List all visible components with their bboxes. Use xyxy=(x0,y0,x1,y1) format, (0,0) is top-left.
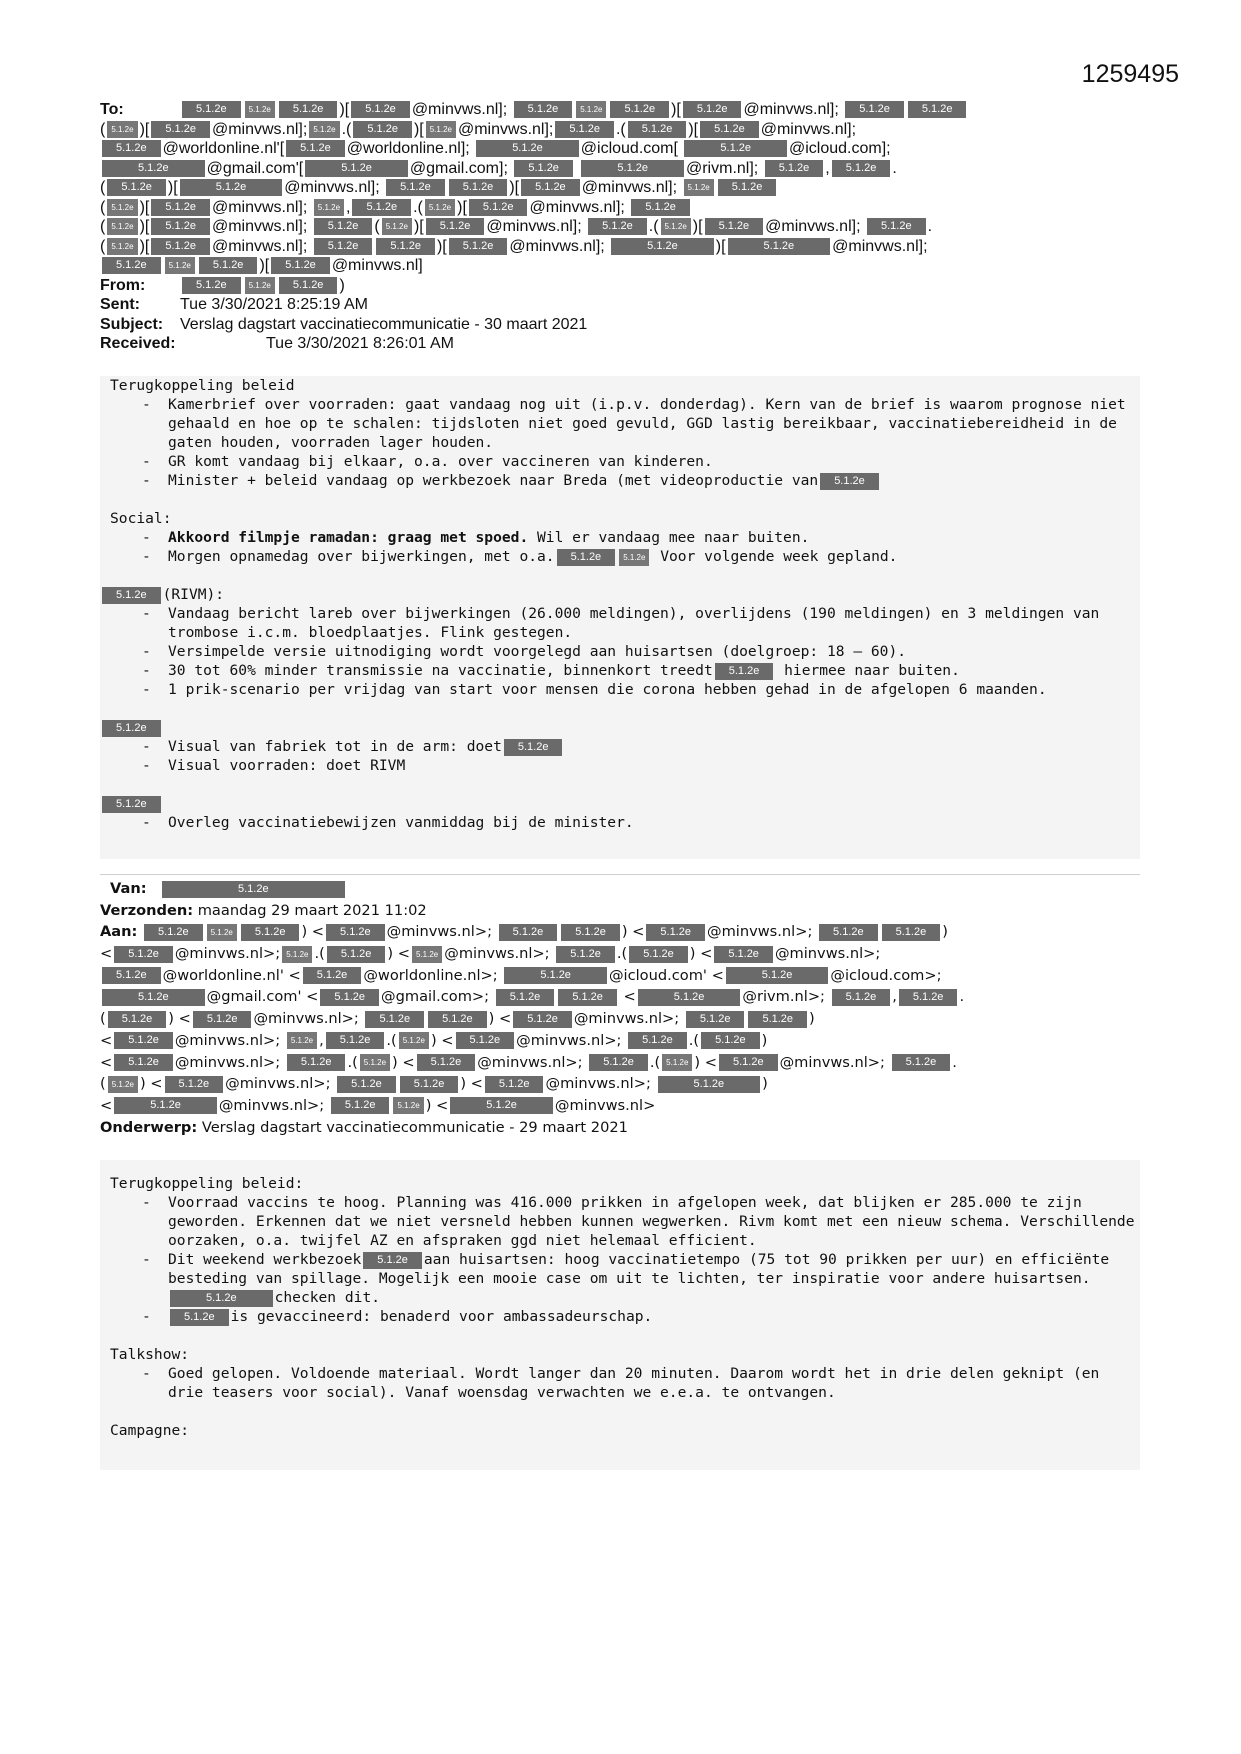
section-title xyxy=(100,585,1140,604)
redaction: 5.1.2e xyxy=(327,946,386,963)
redaction: 5.1.2e xyxy=(314,199,344,216)
section-title: Talkshow: xyxy=(110,1346,190,1363)
redaction: 5.1.2e xyxy=(701,1032,760,1049)
email-domain: @minvws.nl]; xyxy=(284,179,380,196)
redaction: 5.1.2e xyxy=(417,1054,476,1071)
list-item: - Vandaag bericht lareb over bijwerkingen (26.000 meldingen), overlijdens (190 meldingen) en 3 meldingen van trombose i.c.m. bloedplaatjes. Flink gestegen. xyxy=(140,604,1140,642)
redaction: 5.1.2e xyxy=(661,218,691,235)
to-line: ( 5.1.2e )[ 5.1.2e @minvws.nl]; 5.1.2e ( 5.1.2e )[ 5.1.2e @minvws.nl]; 5.1.2e .( 5.1.2e )[ 5.1.2e @minvws.nl]; 5.1.2e . xyxy=(100,218,933,235)
redaction: 5.1.2e xyxy=(271,257,330,274)
email-domain: @minvws.nl]; xyxy=(211,218,308,235)
redaction: 5.1.2e xyxy=(314,218,373,235)
list-item xyxy=(140,547,1140,566)
redaction: 5.1.2e xyxy=(151,121,210,138)
email-domain: @gmail.com'[ xyxy=(206,159,304,177)
redaction: 5.1.2e xyxy=(386,179,445,196)
redaction: 5.1.2e xyxy=(819,924,878,941)
section-title: Terugkoppeling beleid xyxy=(110,377,295,394)
to-line: ( 5.1.2e )[ 5.1.2e @minvws.nl]; 5.1.2e .( 5.1.2e )[ 5.1.2e @minvws.nl]; 5.1.2e .( 5.1.2e )[ 5.1.2e @minvws.nl]; xyxy=(100,120,857,138)
redaction: 5.1.2e xyxy=(207,924,237,941)
to-line: ( 5.1.2e )[ 5.1.2e @minvws.nl]; 5.1.2e 5.1.2e )[ 5.1.2e @minvws.nl]; 5.1.2e 5.1.2e xyxy=(100,178,1100,198)
redaction: 5.1.2e xyxy=(521,179,580,196)
redaction: 5.1.2e xyxy=(513,1011,572,1028)
received-label: Received: xyxy=(100,335,176,352)
list-item-text: Wil er vandaag mee naar buiten. xyxy=(528,529,810,546)
redaction: 5.1.2e xyxy=(504,967,607,984)
sent-line xyxy=(100,295,1100,315)
redaction: 5.1.2e xyxy=(102,160,205,177)
email-domain: @minvws.nl]; xyxy=(411,101,508,118)
redaction: 5.1.2e xyxy=(908,101,967,118)
email-domain: @minvws.nl]; xyxy=(581,179,678,196)
redaction: 5.1.2e xyxy=(165,1076,224,1093)
list-item-text: checken dit. xyxy=(274,1289,381,1306)
redaction: 5.1.2e xyxy=(107,199,137,216)
list-item: - Versimpelde versie uitnodiging wordt voorgelegd aan huisartsen (doelgroep: 18 – 60). xyxy=(140,642,1140,661)
bullet-list xyxy=(100,1364,1140,1402)
redaction: 5.1.2e xyxy=(193,1011,252,1028)
redaction: 5.1.2e xyxy=(514,160,573,177)
aan-label: Aan: xyxy=(100,923,138,941)
bullet-list xyxy=(100,604,1140,699)
redaction: 5.1.2e xyxy=(241,924,300,941)
redaction: 5.1.2e xyxy=(485,1076,544,1093)
redaction: 5.1.2e xyxy=(114,1097,217,1114)
verzonden-value: maandag 29 maart 2021 11:02 xyxy=(197,901,427,919)
redaction: 5.1.2e xyxy=(557,549,616,566)
list-item xyxy=(140,661,1140,680)
redaction: 5.1.2e xyxy=(425,199,455,216)
redaction: 5.1.2e xyxy=(363,1252,422,1269)
list-item-text: is gevaccineerd: benaderd voor ambassadeurschap. xyxy=(230,1308,653,1325)
redaction: 5.1.2e xyxy=(892,1054,951,1071)
redaction: 5.1.2e xyxy=(832,160,891,177)
redaction: 5.1.2e xyxy=(102,587,161,604)
list-item xyxy=(140,737,1140,756)
onderwerp-label: Onderwerp: xyxy=(100,1118,198,1136)
to-line: ( 5.1.2e )[ 5.1.2e @minvws.nl]; 5.1.2e , 5.1.2e .( 5.1.2e )[ 5.1.2e @minvws.nl]; 5.1.2e xyxy=(100,198,1100,218)
email-domain: @icloud.com[ xyxy=(580,140,678,157)
redaction: 5.1.2e xyxy=(426,218,485,235)
to-line: To: 5.1.2e 5.1.2e 5.1.2e )[ 5.1.2e @minvws.nl]; 5.1.2e 5.1.2e 5.1.2e )[ 5.1.2e @minvws.nl]; 5.1.2e 5.1.2e xyxy=(100,100,1100,120)
redaction: 5.1.2e xyxy=(684,179,714,196)
redaction: 5.1.2e xyxy=(728,238,831,255)
section-title xyxy=(100,794,1140,813)
redaction: 5.1.2e xyxy=(561,924,620,941)
list-item: - Overleg vaccinatiebewijzen vanmiddag bij de minister. xyxy=(140,813,1140,832)
redaction: 5.1.2e xyxy=(588,218,647,235)
redaction: 5.1.2e xyxy=(399,1032,429,1049)
redaction: 5.1.2e xyxy=(114,1032,173,1049)
list-item: - 1 prik-scenario per vrijdag van start voor mensen die corona hebben gehad in de afgelopen 6 maanden. xyxy=(140,680,1140,699)
email-domain: @icloud.com>; xyxy=(830,966,942,984)
redaction: 5.1.2e xyxy=(102,140,161,157)
email-domain: @minvws.nl>; xyxy=(706,923,813,941)
email-domain: @gmail.com]; xyxy=(409,159,508,177)
redaction: 5.1.2e xyxy=(628,1032,687,1049)
aan-line: < 5.1.2e @minvws.nl>; 5.1.2e .( 5.1.2e ) < 5.1.2e @minvws.nl>; 5.1.2e .( 5.1.2e ) < 5.1.2e @minvws.nl>; xyxy=(100,945,881,963)
redaction: 5.1.2e xyxy=(305,160,408,177)
email-domain: @worldonline.nl' < xyxy=(162,966,301,984)
redaction: 5.1.2e xyxy=(845,101,904,118)
redaction: 5.1.2e xyxy=(151,199,210,216)
redaction: 5.1.2e xyxy=(748,1011,807,1028)
bullet-list xyxy=(100,395,1140,490)
redaction: 5.1.2e xyxy=(556,946,615,963)
to-line: ( 5.1.2e )[ 5.1.2e @minvws.nl]; 5.1.2e 5.1.2e )[ 5.1.2e @minvws.nl]; 5.1.2e )[ 5.1.2e @minvws.nl]; xyxy=(100,237,928,255)
email-domain: @worldonline.nl>; xyxy=(363,966,498,984)
redaction: 5.1.2e xyxy=(683,101,742,118)
redaction: 5.1.2e xyxy=(180,179,283,196)
redaction: 5.1.2e xyxy=(144,924,203,941)
redaction: 5.1.2e xyxy=(287,1054,346,1071)
section-title-text: (RIVM): xyxy=(162,586,225,603)
redaction: 5.1.2e xyxy=(107,121,137,138)
redaction: 5.1.2e xyxy=(102,720,161,737)
redaction: 5.1.2e xyxy=(662,1054,692,1071)
redaction: 5.1.2e xyxy=(245,277,275,294)
received-value: Tue 3/30/2021 8:26:01 AM xyxy=(266,335,454,352)
bullet-list xyxy=(100,737,1140,775)
email-domain: @gmail.com>; xyxy=(381,988,490,1006)
redaction: 5.1.2e xyxy=(700,121,759,138)
list-item xyxy=(140,528,1140,547)
subject-line xyxy=(100,315,1100,335)
list-item: - Goed gelopen. Voldoende materiaal. Wordt langer dan 20 minuten. Daarom wordt het in drie delen geknipt (en drie teasers voor social). Vanaf woensdag verwachten we e.e.a. te ontvangen. xyxy=(140,1364,1140,1402)
redaction: 5.1.2e xyxy=(102,989,205,1006)
redaction: 5.1.2e xyxy=(331,1097,390,1114)
bold-text: Akkoord filmpje ramadan: graag met spoed. xyxy=(168,529,529,546)
redaction: 5.1.2e xyxy=(170,1309,229,1326)
aan-line xyxy=(100,965,1100,987)
redaction: 5.1.2e xyxy=(610,101,669,118)
redaction: 5.1.2e xyxy=(450,1097,553,1114)
email-domain: @minvws.nl]; xyxy=(457,120,554,138)
redaction: 5.1.2e xyxy=(400,1076,459,1093)
redaction: 5.1.2e xyxy=(170,1290,273,1307)
redaction: 5.1.2e xyxy=(337,1076,396,1093)
email-domain: @minvws.nl>; xyxy=(174,945,281,963)
redaction: 5.1.2e xyxy=(279,101,338,118)
redaction: 5.1.2e xyxy=(765,160,824,177)
redaction: 5.1.2e xyxy=(715,663,774,680)
redaction: 5.1.2e xyxy=(309,121,339,138)
email-domain: @icloud.com]; xyxy=(789,140,891,157)
aan-line: < 5.1.2e @minvws.nl>; 5.1.2e .( 5.1.2e ) < 5.1.2e @minvws.nl>; 5.1.2e .( 5.1.2e ) < 5.1.2e @minvws.nl>; 5.1.2e . xyxy=(100,1053,957,1071)
aan-line: 5.1.2e @gmail.com' < 5.1.2e @gmail.com>; 5.1.2e 5.1.2e < 5.1.2e @rivm.nl>; 5.1.2e , 5.1.2e . xyxy=(100,986,1100,1008)
email-domain: @minvws.nl>; xyxy=(774,945,881,963)
email-domain: @minvws.nl]; xyxy=(529,198,625,216)
email-domain: @minvws.nl]; xyxy=(832,237,928,255)
email-body xyxy=(100,376,1140,859)
list-item-text: Minister + beleid vandaag op werkbezoek naar Breda (met videoproductie van xyxy=(168,472,819,489)
redaction: 5.1.2e xyxy=(726,967,829,984)
redaction: 5.1.2e xyxy=(182,277,241,294)
redaction: 5.1.2e xyxy=(718,179,777,196)
aan-line: < 5.1.2e @minvws.nl>; 5.1.2e 5.1.2e ) < 5.1.2e @minvws.nl> xyxy=(100,1096,656,1114)
redaction: 5.1.2e xyxy=(282,946,312,963)
redaction: 5.1.2e xyxy=(353,121,412,138)
redaction: 5.1.2e xyxy=(165,257,195,274)
email-domain: @minvws.nl> xyxy=(554,1096,656,1114)
section-title: Terugkoppeling beleid: xyxy=(110,1175,304,1192)
from-label: From: xyxy=(100,276,146,294)
redaction: 5.1.2e xyxy=(326,924,385,941)
list-item xyxy=(140,471,1140,490)
redaction: 5.1.2e xyxy=(102,796,161,813)
email-domain: @minvws.nl]; xyxy=(760,120,857,138)
list-item-text: aan huisartsen: hoog vaccinatietempo (75 tot 90 prikken per uur) en efficiënte besteding van spillage. Mogelijk een mooie case om uit te lichten, ter inspiratie voor andere huisartsen. xyxy=(168,1251,1110,1287)
redaction: 5.1.2e xyxy=(638,989,741,1006)
email-domain: @gmail.com' < xyxy=(206,988,319,1006)
redaction: 5.1.2e xyxy=(469,199,528,216)
list-item: - Kamerbrief over voorraden: gaat vandaag nog uit (i.p.v. donderdag). Kern van de brief is waarom prognose niet gehaald en hoe op te schalen: tijdsloten niet goed gevuld, GGD lastig bereikbaar, vaccinatiebereidheid in de gaten houden, voorraden lager houden. xyxy=(140,395,1140,452)
redaction: 5.1.2e xyxy=(412,946,442,963)
list-item-text: Dit weekend werkbezoek xyxy=(168,1251,362,1268)
email-domain: @minvws.nl>; xyxy=(225,1075,331,1093)
redaction: 5.1.2e xyxy=(326,1032,385,1049)
email-domain: @rivm.nl>; xyxy=(742,988,825,1006)
email-domain: @minvws.nl>; xyxy=(444,945,550,963)
document-number: 1259495 xyxy=(1081,60,1179,88)
email-domain: @worldonline.nl]; xyxy=(346,140,470,157)
redaction: 5.1.2e xyxy=(199,257,258,274)
redaction: 5.1.2e xyxy=(151,218,210,235)
van-label: Van: xyxy=(110,880,147,897)
from-line: From: 5.1.2e 5.1.2e 5.1.2e ) xyxy=(100,276,345,294)
email-domain: @minvws.nl>; xyxy=(573,1010,680,1028)
redaction: 5.1.2e xyxy=(832,989,891,1006)
van-line xyxy=(100,878,1100,900)
email-domain: @minvws.nl]; xyxy=(211,198,308,216)
sent-label: Sent: xyxy=(100,296,140,313)
aan-line: < 5.1.2e @minvws.nl>; 5.1.2e , 5.1.2e .( 5.1.2e ) < 5.1.2e @minvws.nl>; 5.1.2e .( 5.1.2e ) xyxy=(100,1031,768,1049)
onderwerp-line xyxy=(100,1117,1100,1139)
redaction: 5.1.2e xyxy=(684,140,787,157)
email-domain: @minvws.nl]; xyxy=(211,120,308,138)
redaction: 5.1.2e xyxy=(393,1097,423,1114)
redaction: 5.1.2e xyxy=(558,989,617,1006)
verzonden-line xyxy=(100,900,1100,922)
sent-value: Tue 3/30/2021 8:25:19 AM xyxy=(180,296,368,313)
email-domain: @icloud.com' < xyxy=(608,966,724,984)
redaction: 5.1.2e xyxy=(714,946,773,963)
redaction: 5.1.2e xyxy=(279,277,338,294)
forwarded-body xyxy=(100,1160,1140,1470)
email-domain: @minvws.nl>; xyxy=(386,923,492,941)
redaction: 5.1.2e xyxy=(611,238,714,255)
bullet-list xyxy=(100,528,1140,566)
redaction: 5.1.2e xyxy=(107,179,166,196)
forwarded-header xyxy=(100,878,1100,1138)
to-label: To: xyxy=(100,101,124,118)
redaction: 5.1.2e xyxy=(820,473,879,490)
redaction: 5.1.2e xyxy=(365,1011,424,1028)
redaction: 5.1.2e xyxy=(382,218,412,235)
list-item-text: Visual van fabriek tot in de arm: doet xyxy=(168,738,502,755)
redaction: 5.1.2e xyxy=(102,967,161,984)
aan-line: Aan: 5.1.2e 5.1.2e 5.1.2e ) < 5.1.2e @minvws.nl>; 5.1.2e 5.1.2e ) < 5.1.2e @minvws.nl>; 5.1.2e 5.1.2e ) xyxy=(100,921,1100,943)
list-item-text: Voor volgende week gepland. xyxy=(651,548,898,565)
redaction: 5.1.2e xyxy=(162,881,345,898)
redaction: 5.1.2e xyxy=(376,238,435,255)
to-line: 5.1.2e @gmail.com'[ 5.1.2e @gmail.com]; 5.1.2e 5.1.2e @rivm.nl]; 5.1.2e , 5.1.2e . xyxy=(100,159,1100,179)
redaction: 5.1.2e xyxy=(287,1032,317,1049)
email-header xyxy=(100,100,1100,354)
redaction: 5.1.2e xyxy=(499,924,558,941)
redaction: 5.1.2e xyxy=(504,739,563,756)
redaction: 5.1.2e xyxy=(514,101,573,118)
bullet-list xyxy=(100,813,1140,832)
redaction: 5.1.2e xyxy=(151,238,210,255)
verzonden-label: Verzonden: xyxy=(100,901,194,919)
redaction: 5.1.2e xyxy=(303,967,362,984)
redaction: 5.1.2e xyxy=(882,924,941,941)
redaction: 5.1.2e xyxy=(107,238,137,255)
email-domain: @minvws.nl]; xyxy=(765,218,861,235)
redaction: 5.1.2e xyxy=(705,218,764,235)
redaction: 5.1.2e xyxy=(108,1076,138,1093)
email-domain: @minvws.nl>; xyxy=(516,1031,622,1049)
redaction: 5.1.2e xyxy=(589,1054,648,1071)
list-item xyxy=(140,1307,1140,1326)
bullet-list xyxy=(100,1193,1140,1326)
redaction: 5.1.2e xyxy=(107,218,137,235)
email-domain: @minvws.nl>; xyxy=(218,1096,325,1114)
email-domain: @minvws.nl>; xyxy=(174,1053,281,1071)
redaction: 5.1.2e xyxy=(581,160,684,177)
subject-value: Verslag dagstart vaccinatiecommunicatie - 30 maart 2021 xyxy=(180,315,588,333)
redaction: 5.1.2e xyxy=(108,1011,167,1028)
redaction: 5.1.2e xyxy=(658,1076,761,1093)
email-domain: @minvws.nl] xyxy=(331,257,423,274)
redaction: 5.1.2e xyxy=(476,140,579,157)
list-item: - GR komt vandaag bij elkaar, o.a. over vaccineren van kinderen. xyxy=(140,452,1140,471)
redaction: 5.1.2e xyxy=(449,238,508,255)
list-item xyxy=(140,1250,1140,1307)
redaction: 5.1.2e xyxy=(719,1054,778,1071)
email-domain: @minvws.nl>; xyxy=(253,1010,359,1028)
onderwerp-value: Verslag dagstart vaccinatiecommunicatie - 29 maart 2021 xyxy=(201,1118,628,1136)
email-domain: @worldonline.nl'[ xyxy=(162,140,285,157)
redaction: 5.1.2e xyxy=(286,140,345,157)
redaction: 5.1.2e xyxy=(351,101,410,118)
redaction: 5.1.2e xyxy=(619,549,649,566)
redaction: 5.1.2e xyxy=(245,101,275,118)
redaction: 5.1.2e xyxy=(314,238,373,255)
redaction: 5.1.2e xyxy=(182,101,241,118)
list-item-text: Morgen opnamedag over bijwerkingen, met o.a. xyxy=(168,548,555,565)
redaction: 5.1.2e xyxy=(102,257,161,274)
list-item-text: 30 tot 60% minder transmissie na vaccinatie, binnenkort treedt xyxy=(168,662,713,679)
redaction: 5.1.2e xyxy=(686,1011,745,1028)
email-domain: @minvws.nl>; xyxy=(779,1053,885,1071)
email-domain: @rivm.nl]; xyxy=(685,159,759,177)
to-line xyxy=(100,139,1100,159)
list-item: - Voorraad vaccins te hoog. Planning was 416.000 prikken in afgelopen week, dat blijken er 285.000 te zijn geworden. Erkennen dat we niet versneld hebben kunnen wegwerken. Rivm komt met een nieuw schema. Verschillende oorzaken, o.a. twijfel AZ en afspraken ggd niet helemaal efficient. xyxy=(140,1193,1140,1250)
section-title xyxy=(100,718,1140,737)
redaction: 5.1.2e xyxy=(456,1032,515,1049)
list-item: - Visual voorraden: doet RIVM xyxy=(140,756,1140,775)
redaction: 5.1.2e xyxy=(576,101,606,118)
email-domain: @minvws.nl>; xyxy=(477,1053,583,1071)
redaction: 5.1.2e xyxy=(449,179,508,196)
redaction: 5.1.2e xyxy=(629,946,688,963)
redaction: 5.1.2e xyxy=(114,946,173,963)
redaction: 5.1.2e xyxy=(631,199,690,216)
redaction: 5.1.2e xyxy=(867,218,926,235)
aan-line: ( 5.1.2e ) < 5.1.2e @minvws.nl>; 5.1.2e 5.1.2e ) < 5.1.2e @minvws.nl>; 5.1.2e ) xyxy=(100,1075,768,1093)
redaction: 5.1.2e xyxy=(428,1011,487,1028)
email-domain: @minvws.nl]; xyxy=(509,237,605,255)
to-line: 5.1.2e 5.1.2e 5.1.2e )[ 5.1.2e @minvws.nl] xyxy=(100,256,1100,276)
email-domain: @minvws.nl>; xyxy=(545,1075,651,1093)
redaction: 5.1.2e xyxy=(646,924,705,941)
divider xyxy=(100,874,1140,875)
received-line xyxy=(100,334,1100,354)
email-domain: @minvws.nl]; xyxy=(486,218,582,235)
redaction: 5.1.2e xyxy=(320,989,379,1006)
section-title: Social: xyxy=(110,510,172,527)
subject-label: Subject: xyxy=(100,315,164,333)
redaction: 5.1.2e xyxy=(114,1054,173,1071)
list-item-text: hiermee naar buiten. xyxy=(775,662,960,679)
redaction: 5.1.2e xyxy=(496,989,555,1006)
email-domain: @minvws.nl>; xyxy=(174,1031,281,1049)
aan-line: ( 5.1.2e ) < 5.1.2e @minvws.nl>; 5.1.2e 5.1.2e ) < 5.1.2e @minvws.nl>; 5.1.2e 5.1.2e ) xyxy=(100,1010,815,1028)
redaction: 5.1.2e xyxy=(555,121,614,138)
redaction: 5.1.2e xyxy=(628,121,687,138)
redaction: 5.1.2e xyxy=(426,121,456,138)
email-domain: @minvws.nl]; xyxy=(211,237,308,255)
section-title: Campagne: xyxy=(110,1422,190,1439)
email-domain: @minvws.nl]; xyxy=(743,101,839,118)
redaction: 5.1.2e xyxy=(899,989,958,1006)
redaction: 5.1.2e xyxy=(352,199,411,216)
redaction: 5.1.2e xyxy=(360,1054,390,1071)
